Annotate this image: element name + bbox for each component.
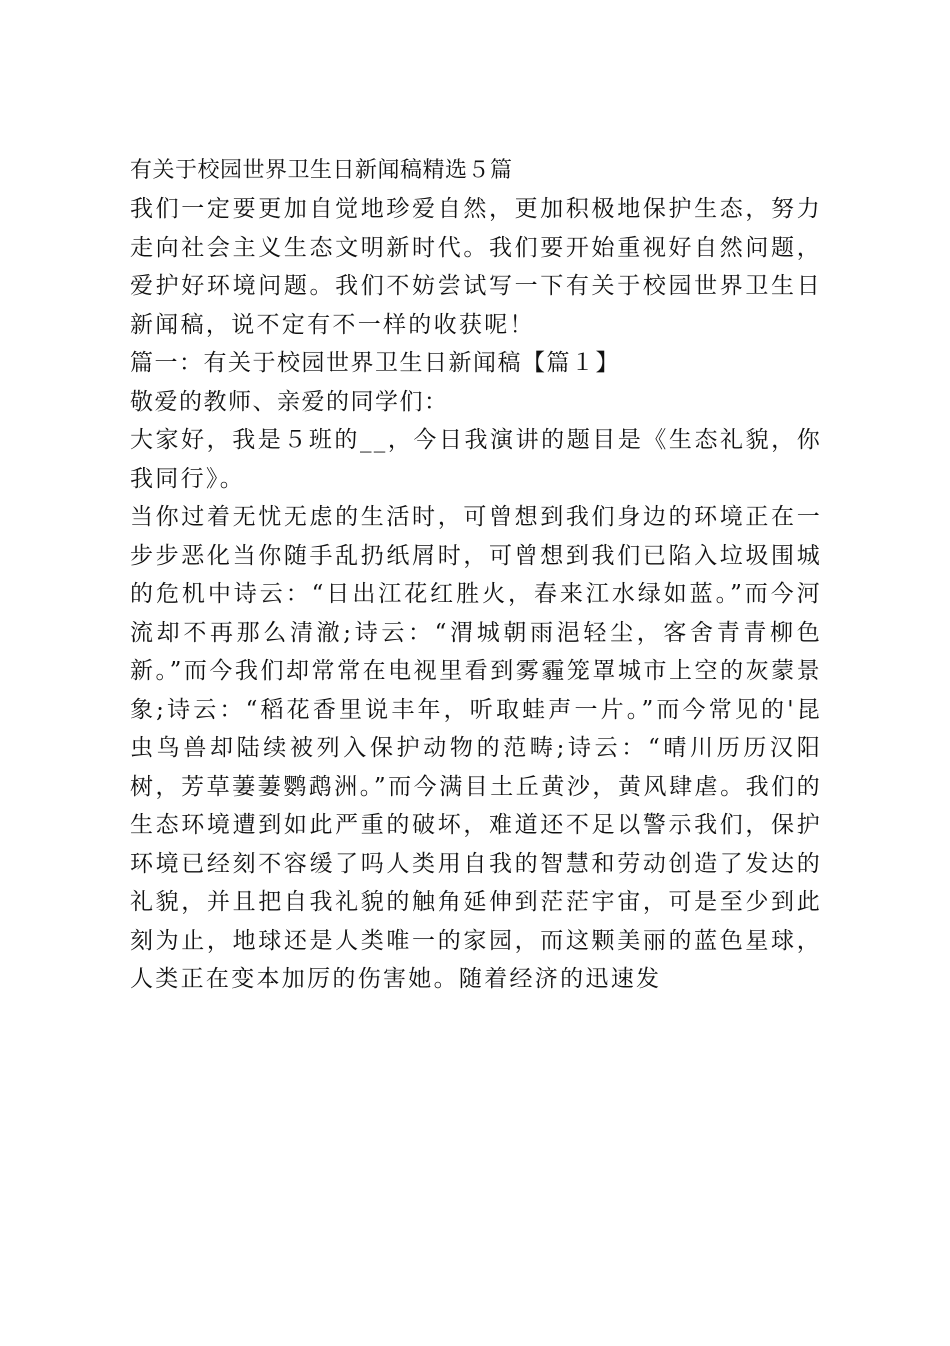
greeting-line: 敬爱的教师、亲爱的同学们：: [130, 388, 449, 415]
intro-paragraph: 我们一定要更加自觉地珍爱自然，更加积极地保护生态，努力走向社会主义生态文明新时代。我们要开始重视好自然问题，爱护好环境问题。我们不妨尝试写一下有关于校园世界卫生日新闻稿，说不定有不一样的收获呢！: [130, 196, 822, 338]
section-heading: 篇一：有关于校园世界卫生日新闻稿【篇１】: [130, 350, 620, 376]
document-title: 有关于校园世界卫生日新闻稿精选５篇: [130, 158, 513, 183]
speech-paragraph-2: 当你过着无忧无虑的生活时，可曾想到我们身边的环境正在一步步恶化当你随手乱扔纸屑时，可曾想到我们已陷入垃圾围城的危机中诗云：“日出江花红胜火，春来江水绿如蓝。”而今河流却不再那么清澈;诗云：“渭城朝雨浥轻尘，客舍青青柳色新。”而今我们却常常在电视里看到雾霾笼罩城市上空的灰蒙景象;诗云：“稻花香里说丰年，听取蛙声一片。”而今常见的'昆虫鸟兽却陆续被列入保护动物的范畴;诗云：“晴川历历汉阳树，芳草萋萋鹦鹉洲。”而今满目土丘黄沙，黄风肆虐。我们的生态环境遭到如此严重的破坏，难道还不足以警示我们，保护环境已经刻不容缓了吗人类用自我的智慧和劳动创造了发达的礼貌，并且把自我礼貌的触角延伸到茫茫宇宙，可是至少到此刻为止，地球还是人类唯一的家园，而这颗美丽的蓝色星球，人类正在变本加厉的伤害她。随着经济的迅速发: [130, 504, 822, 992]
speech-paragraph-1: 大家好，我是５班的__，今日我演讲的题目是《生态礼貌，你我同行》。: [130, 427, 822, 492]
document-body: [130, 152, 822, 999]
